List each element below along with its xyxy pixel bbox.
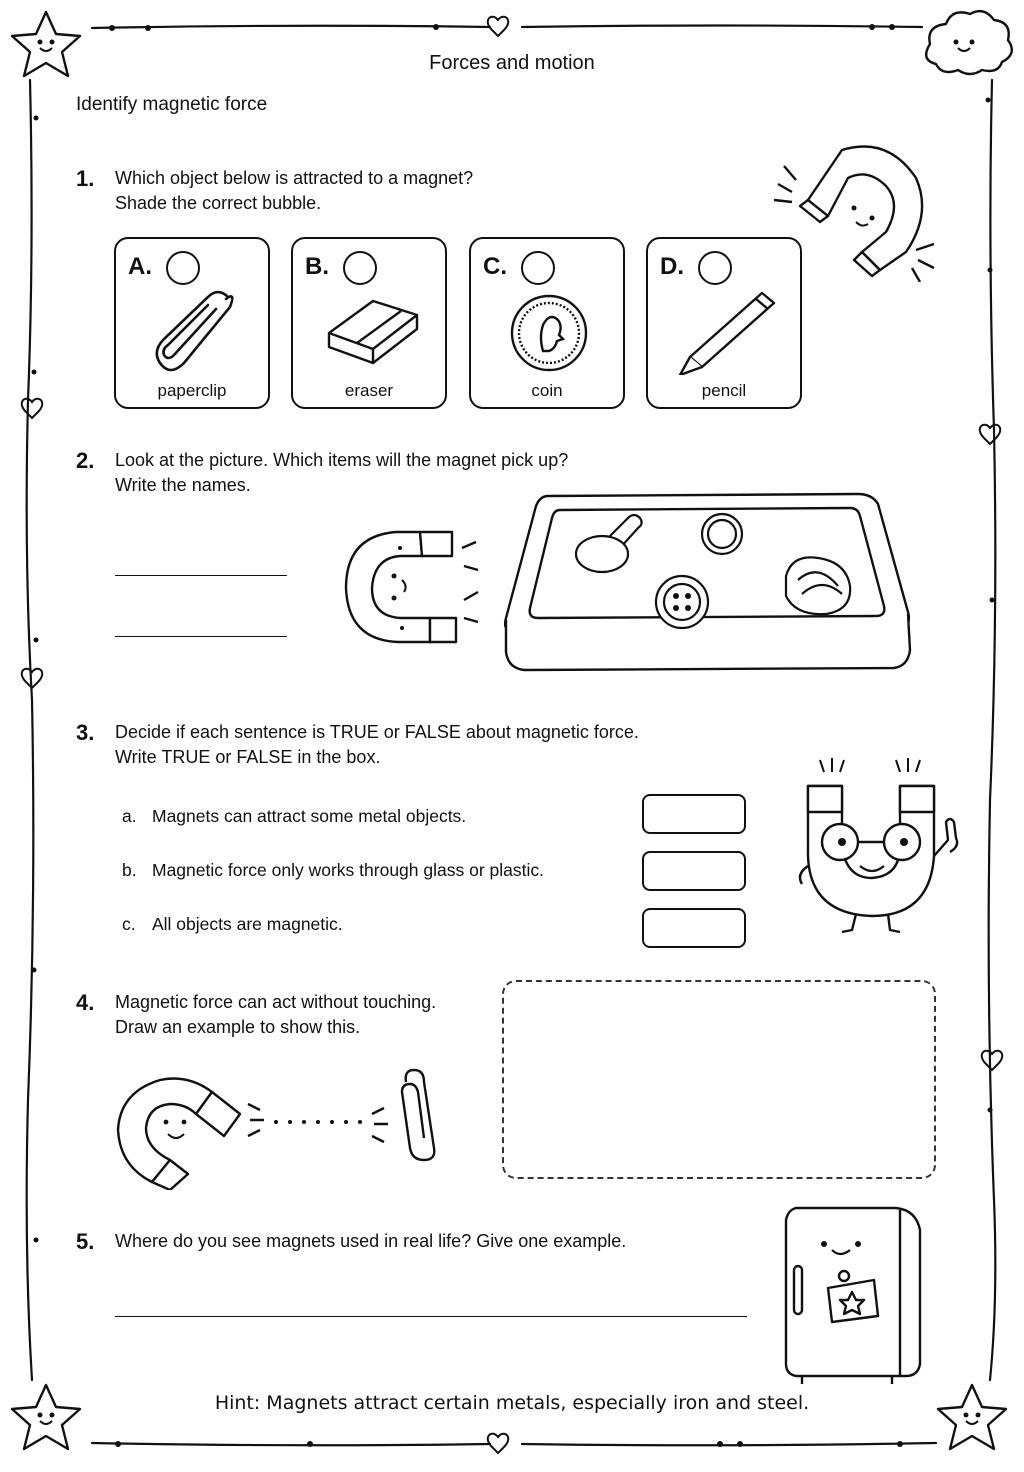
question-4-line1: Magnetic force can act without touching. bbox=[115, 992, 437, 1012]
option-label: eraser bbox=[344, 381, 394, 400]
fridge-icon bbox=[780, 1204, 926, 1388]
magnet-attracts-paperclip-example bbox=[112, 1064, 442, 1190]
pencil-icon bbox=[676, 289, 776, 375]
answer-bubble-d[interactable] bbox=[698, 251, 732, 285]
statement-text: Magnets can attract some metal objects. bbox=[152, 806, 467, 826]
question-4-text bbox=[115, 990, 436, 1040]
option-letter: B. bbox=[305, 253, 329, 280]
question-4-line2: Draw an example to show this. bbox=[115, 1017, 361, 1037]
question-2-number: 2. bbox=[76, 448, 95, 473]
option-card-c[interactable] bbox=[469, 237, 625, 409]
option-label: pencil bbox=[701, 381, 747, 400]
paperclip-icon bbox=[144, 289, 244, 375]
worksheet-subtitle: Identify magnetic force bbox=[76, 94, 268, 115]
question-5-number: 5. bbox=[76, 1229, 95, 1254]
statement-letter: a. bbox=[122, 806, 137, 826]
question-3-line2: Write TRUE or FALSE in the box. bbox=[115, 747, 381, 767]
question-5-text: Where do you see magnets used in real life? Give one example. bbox=[115, 1231, 627, 1251]
statement-letter: c. bbox=[122, 914, 136, 934]
option-label: paperclip bbox=[157, 381, 227, 400]
question-4-number: 4. bbox=[76, 990, 95, 1015]
question-1-number: 1. bbox=[76, 166, 95, 191]
question-1-line2: Shade the correct bubble. bbox=[115, 193, 322, 213]
answer-line-1[interactable] bbox=[115, 575, 287, 576]
eraser-icon bbox=[321, 289, 421, 375]
option-letter: D. bbox=[660, 253, 684, 280]
option-label: coin bbox=[531, 381, 563, 400]
statement-letter: b. bbox=[122, 860, 137, 880]
question-2-text bbox=[115, 448, 568, 498]
answer-line-q5[interactable] bbox=[115, 1316, 747, 1317]
option-card-b[interactable] bbox=[291, 237, 447, 409]
statement-b bbox=[122, 860, 544, 881]
tray-with-objects bbox=[502, 490, 912, 680]
answer-bubble-a[interactable] bbox=[166, 251, 200, 285]
question-3-text bbox=[115, 720, 639, 770]
option-card-a[interactable] bbox=[114, 237, 270, 409]
answer-line-2[interactable] bbox=[115, 636, 287, 637]
answer-box-b[interactable] bbox=[642, 851, 746, 891]
question-1-line1: Which object below is attracted to a magnet? bbox=[115, 168, 474, 188]
statement-text: Magnetic force only works through glass or plastic. bbox=[152, 860, 544, 880]
option-card-d[interactable] bbox=[646, 237, 802, 409]
statement-text: All objects are magnetic. bbox=[152, 914, 343, 934]
option-letter: C. bbox=[483, 253, 507, 280]
answer-box-c[interactable] bbox=[642, 908, 746, 948]
statement-a bbox=[122, 806, 466, 827]
option-letter: A. bbox=[128, 253, 152, 280]
coin-icon bbox=[499, 289, 599, 375]
statement-c bbox=[122, 914, 343, 935]
question-3-number: 3. bbox=[76, 720, 95, 745]
page-title: Forces and motion bbox=[429, 52, 595, 74]
magnet-mascot-icon bbox=[790, 756, 970, 942]
answer-bubble-b[interactable] bbox=[343, 251, 377, 285]
answer-box-a[interactable] bbox=[642, 794, 746, 834]
horseshoe-magnet-icon bbox=[340, 526, 490, 650]
question-2-line1: Look at the picture. Which items will the magnet pick up? bbox=[115, 450, 569, 470]
answer-bubble-c[interactable] bbox=[521, 251, 555, 285]
question-1-text bbox=[115, 166, 473, 216]
question-2-line2: Write the names. bbox=[115, 475, 251, 495]
hint-text: Hint: Magnets attract certain metals, especially iron and steel. bbox=[214, 1392, 810, 1414]
question-3-line1: Decide if each sentence is TRUE or FALSE about magnetic force. bbox=[115, 722, 639, 742]
drawing-area[interactable] bbox=[502, 980, 936, 1179]
